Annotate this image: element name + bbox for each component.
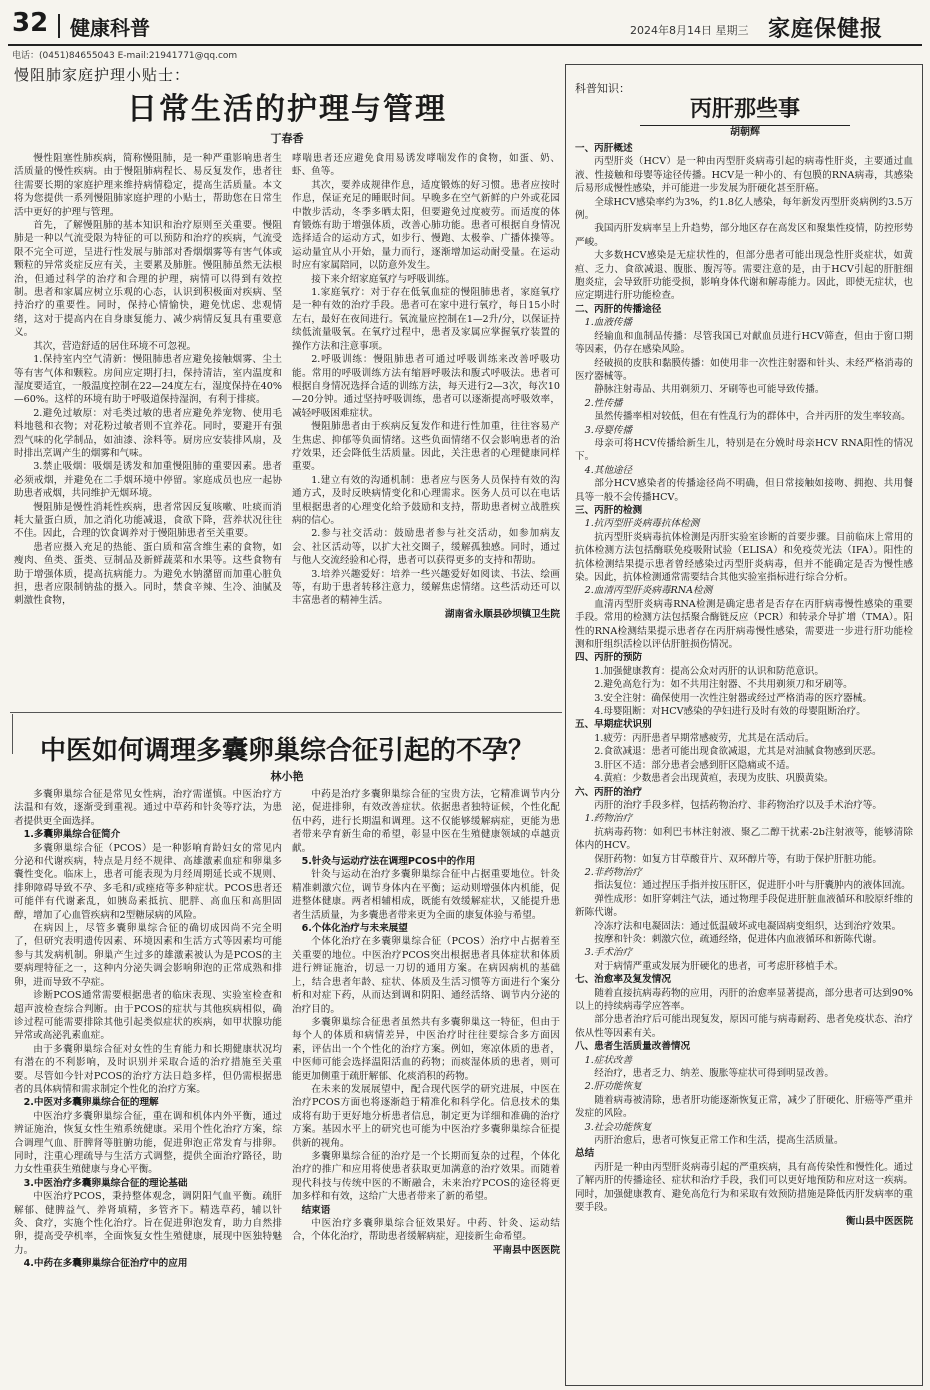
paragraph: 患者应摄入充足的热能、蛋白质和富含维生素的食物，如瘦肉、鱼类、蛋类、豆制品及新鲜蔬菜和水果等。这些食物有助于增强体质，提高抗病能力。为避免水钠潴留而加重心脏负担，患者应限制钠盐的摄入。同时，禁食辛辣、生冷、油腻及刺激性食物， [14,541,282,607]
author-affiliation: 湖南省永顺县砂坝镇卫生院 [444,608,560,620]
paragraph: 首先，了解慢阻肺的基本知识和治疗原则至关重要。慢阻肺是一种以气流受限为特征的可以预防和治疗的疾病，气流受限不完全可逆，呈进行性发展与肺部对香烟烟雾等有害气体或颗粒的异常炎症反应有关，主要累及肺脏。慢阻肺虽然无法根治，但通过科学的治疗和合理的护理，病情可以得到有效控制。患者和家属应树立乐观的心态，认识到积极面对疾病、坚持治疗的重要性。同时，保持心情愉快，避免忧虑、悲观情绪，这对于提高内在自身康复能力、减少病情反复具有重要意义。 [14,220,282,339]
paragraph: 多囊卵巢综合征是常见女性病，治疗需谨慎。中医治疗方法温和有效，逐渐受到重视。通过中草药和针灸等疗法，为患者提供更全面选择。 [14,789,282,827]
section-heading: 2.中医对多囊卵巢综合征的理解 [23,1097,159,1109]
subsection-heading: 1.药物治疗 [584,813,633,825]
paragraph: 2.避免高危行为：如不共用注射器、不共用剃须刀和牙刷等。 [594,679,853,691]
section-heading: 1.多囊卵巢综合征简介 [23,829,121,841]
section-heading: 5.针灸与运动疗法在调理PCOS中的作用 [301,856,476,868]
article3-author: 胡朝辉 [730,127,760,138]
article2-column-1 [14,788,282,1380]
paragraph: 我国丙肝发病率呈上升趋势，部分地区存在高发区和聚集性疫情，防控形势严峻。 [575,223,913,248]
article2-column-2 [292,788,560,1380]
section-heading: 一、丙肝概述 [575,143,633,154]
article1-title: 日常生活的护理与管理 [127,92,447,127]
paragraph: 部分患者治疗后可能出现复发，原因可能与病毒耐药、患者免疫状态、治疗依从性等因素有关。 [575,1014,913,1039]
subsection-heading: 1.抗丙型肝炎病毒抗体检测 [584,518,700,530]
paragraph: 2.避免过敏原：对毛类过敏的患者应避免养宠物、使用毛料地毯和衣物；对花粉过敏者则不宜养花。同时，要避开有强烈气味的化学制品，如油漆、涂料等。厨房应安装排风扇，及时排出烹调产生的烟雾和气味。 [14,407,282,459]
paragraph: 全球HCV感染率约为3%，约1.8亿人感染，每年新发丙型肝炎病例约3.5万例。 [575,196,913,222]
section-heading: 八、患者生活质量改善情况 [575,1041,691,1053]
paragraph: 1.疲劳：丙肝患者早期常感疲劳，尤其是在活动后。 [594,732,815,744]
paragraph: 部分HCV感染者的传播途径尚不明确，但日常接触如接吻、拥抱、共用餐具等一般不会传播HCV。 [575,478,913,503]
paragraph: 1.建立有效的沟通机制：患者应与医务人员保持有效的沟通方式，及时反映病情变化和心理需求。医务人员可以在电话里根据患者的心理变化给予鼓励和支持，帮助患者树立战胜疾病的信心。 [292,474,560,526]
paragraph: 弹性成形：如肝穿刺注气法，通过物理手段促进肝脏血液循环和胶原纤维的新陈代谢。 [575,893,913,919]
paragraph: 母亲可将HCV传播给新生儿，特别是在分娩时母亲HCV RNA阳性的情况下。 [575,437,913,463]
paragraph: 在病因上，尽管多囊卵巢综合征的确切成因尚不完全明了，但研究表明遗传因素、环境因素和生活方式等因素均可能参与其发病机制。卵巢产生过多的雄激素被认为是PCOS的主要病理特征之一，这种内分泌失调会影响卵泡的正常成熟和排卵，进而导致不孕症。 [14,923,282,988]
paragraph: 其次，要养成规律作息，适度锻炼的好习惯。患者应按时作息，保证充足的睡眠时间。早晚多在空气新鲜的户外或花园中散步活动，冬季多晒太阳，但要避免过度疲劳。而适度的体育锻炼有助于增强体质，改善心肺功能。患者可根据自身情况选择适合的运动方式，如步行、慢跑、太极拳、广播体操等。运动量宜从小开始，量力而行，逐渐增加运动耐受量。在运动时应有家属陪同，以防意外发生。 [292,179,560,272]
paragraph: 个体化治疗在多囊卵巢综合征（PCOS）治疗中占据着至关重要的地位。中医治疗PCOS突出根据患者具体症状和体质进行辨证施治，切忌一刀切的通用方案。在病因病机的基础上，结合患者年龄、症状、体质及生活习惯等方面进行个案分析和对症下药，从而达到调和阴阳、通经活络、调节内分泌的治疗目的。 [292,936,560,1015]
article2-title: 中医如何调理多囊卵巢综合征引起的不孕？ [39,736,534,766]
article2-divider [10,712,562,713]
section-heading: 四、丙肝的预防 [575,652,643,664]
paragraph: 慢阻肺患者由于疾病反复发作和进行性加重，往往容易产生焦虑、抑郁等负面情绪。这些负面情绪不仅会影响患者的治疗效果，还会降低生活质量。因此，关注患者的心理健康同样重要。 [292,421,560,473]
paragraph: 多囊卵巢综合征患者虽然共有多囊卵巢这一特征，但由于每个人的体质和病情差异，中医治疗时往往要综合多方面因素，评估出一个个性化的治疗方案。例如，寒凉体质的患者，中医师可能会选择温阳活血的药物；而痰湿体质的患者，则可能更加侧重于疏肝解郁、化痰消积的药物。 [292,1016,560,1082]
paragraph: 按摩和针灸：刺激穴位，疏通经络，促进体内血液循环和新陈代谢。 [594,933,882,945]
paragraph: 由于多囊卵巢综合征对女性的生育能力和长期健康状况均有潜在的不利影响，及时识别并采取合适的治疗措施至关重要。尽管如今针对PCOS的治疗方法日趋多样，但仍需根据患者的具体病情和需求制定个性化的治疗方案。 [14,1043,282,1095]
subsection-heading: 3.母婴传播 [584,424,633,436]
paragraph: 2.参与社交活动：鼓励患者参与社交活动，如参加病友会、社区活动等，以扩大社交圈子，缓解孤独感。同时，通过与他人交流经验和心得，患者可以获得更多的支持和帮助。 [292,528,560,567]
paragraph: 2.食欲减退：患者可能出现食欲减退，尤其是对油腻食物感到厌恶。 [594,746,882,758]
paragraph: 虽然传播率相对较低，但在有性乱行为的群体中，合并丙肝的发生率较高。 [594,411,911,423]
section-heading: 总结 [575,1148,595,1160]
section-heading: 6.个体化治疗与未来展望 [301,923,408,935]
paragraph: 经输血和血制品传播：尽管我国已对献血员进行HCV筛查，但由于窗口期等因素，仍存在感染风险。 [575,330,913,356]
contact-line: 电话：(0451)84655043 E-mail:21941771@qq.com [12,51,238,61]
subsection-heading: 1.症状改善 [584,1054,633,1066]
paragraph: 接下来介绍家庭氧疗与呼吸训练。 [311,273,456,285]
paragraph: 多囊卵巢综合征（PCOS）是一种影响育龄妇女的常见内分泌和代谢疾病，特点是月经不规律、高雄激素血症和卵巢多囊性变化。临床上，患者可能表现为月经周期延长或不规则、排卵障碍导致不孕、多毛和/或痤疮等多种症状。PCOS患者还可能伴有代谢紊乱，如胰岛素抵抗、肥胖、高血压和高胆固醇，增加了心血管疾病和2型糖尿病的风险。 [14,842,282,921]
paragraph: 中医治疗多囊卵巢综合征效果好。中药、针灸、运动结合，个体化治疗，帮助患者缓解病症，迎接新生命希望。 [292,1218,560,1243]
section-heading: 七、治愈率及复发情况 [575,974,671,986]
article1-subtitle: 慢阻肺家庭护理小贴士： [14,66,191,84]
paragraph: 抗丙型肝炎病毒抗体检测是丙肝实验室诊断的首要步骤。目前临床上常用的抗体检测方法包括酶联免疫吸附试验（ELISA）和免疫荧光法（IFA）。阳性的抗体检测结果提示患者曾经感染过丙型肝炎病毒，但并不能确定是否为慢性感染。因此，抗体检测通常需要结合其他实验室指标进行综合分析。 [575,531,913,583]
subsection-heading: 4.其他途径 [584,464,633,476]
paragraph: 1.加强健康教育：提高公众对丙肝的认识和防范意识。 [594,665,824,677]
section-heading: 五、早期症状识别 [575,719,652,731]
subsection-heading: 1.血液传播 [584,317,633,329]
paragraph: 其次，营造舒适的居住环境不可忽视。 [33,340,197,352]
article3-label: 科普知识： [575,82,630,95]
subsection-heading: 3.社会功能恢复 [584,1121,652,1133]
paragraph: 1.保持室内空气清新：慢阻肺患者应避免接触烟雾、尘土等有害气体和颗粒。房间应定期打扫，保持清洁，室内温度和湿度要适宜，一般温度控制在22—24度左右，湿度保持在40%—60%。这样的环境有助于呼吸道保持湿润，有利于排痰。 [14,354,282,406]
article3-body [575,142,913,1378]
paragraph: 随着病毒被清除，患者肝功能逐渐恢复正常，减少了肝硬化、肝癌等严重并发症的风险。 [575,1094,913,1120]
paragraph: 3.肝区不适：部分患者会感到肝区隐痛或不适。 [594,759,796,771]
section-heading: 3.中医治疗多囊卵巢综合征的理论基础 [23,1177,188,1189]
paragraph: 经治疗，患者乏力、纳差、腹胀等症状可得到明显改善。 [594,1068,835,1080]
article1-column-1 [14,152,282,708]
section-heading: 二、丙肝的传播途径 [575,303,662,315]
paragraph: 中药是治疗多囊卵巢综合征的宝贵方法，它精准调节内分泌，促进排卵，有效改善症状。依据患者独特证候，个性化配伍中药，进行长期温和调理。这不仅能够缓解病症，更能为患者带来孕育新生命的希望，彰显中医在生殖健康领域的卓越贡献。 [292,789,560,854]
masthead [8,6,922,46]
paragraph: 血清丙型肝炎病毒RNA检测是确定患者是否存在丙肝病毒慢性感染的重要手段。常用的检测方法包括聚合酶链反应（PCR）和转录介导扩增（TMA）。阳性的RNA检测结果提示患者存在丙肝病毒慢性感染，需要进一步进行肝功能检测和肝组织活检以评估肝脏损伤情况。 [575,598,913,651]
paragraph: 3.禁止吸烟：吸烟是诱发和加重慢阻肺的重要因素。患者必须戒烟，并避免在二手烟环境中停留。家庭成员也应一起协助患者戒烟，共同维护无烟环境。 [14,461,282,500]
paragraph: 丙肝是一种由丙型肝炎病毒引起的严重疾病，具有高传染性和慢性化。通过了解丙肝的传播途径、症状和治疗手段，我们可以更好地预防和应对这一疾病。同时，加强健康教育、避免高危行为和采取有效预防措施是降低丙肝发病率的重要手段。 [575,1161,913,1214]
article1-author: 丁春香 [270,132,304,145]
section-heading: 六、丙肝的治疗 [575,786,643,798]
paragraph: 丙肝治愈后，患者可恢复正常工作和生活，提高生活质量。 [594,1135,844,1147]
paragraph: 指法复位：通过捏压手指并按压肝区，促进肝小叶与肝囊肿内的液体回流。 [594,880,911,892]
section-heading: 结束语 [301,1204,331,1216]
paragraph: 哮喘患者还应避免食用易诱发哮喘发作的食物，如蛋、奶、虾、鱼等。 [292,153,560,178]
paragraph: 4.黄疸：少数患者会出现黄疸，表现为皮肤、巩膜黄染。 [594,773,834,785]
page-number: 32 [12,8,49,38]
masthead-divider [58,14,60,38]
paragraph: 保肝药物：如复方甘草酸苷片、双环醇片等，有助于保护肝脏功能。 [594,853,882,865]
article2-author: 林小艳 [270,770,304,783]
paragraph: 2.呼吸训练：慢阻肺患者可通过呼吸训练来改善呼吸功能。常用的呼吸训练方法有缩唇呼吸法和腹式呼吸法。患者可根据自身情况选择合适的训练方法，每天进行2—3次，每次10—20分钟。通过坚持呼吸训练，患者可以逐渐提高呼吸效率，减轻呼吸困难症状。 [292,354,560,419]
paragraph: 慢阻肺是慢性消耗性疾病，患者常因反复咳嗽、吐痰而消耗大量蛋白质，加之消化功能减退，食欲下降，营养状况往往不佳。因此，合理的饮食调养对于慢阻肺患者至关重要。 [14,501,282,540]
article3-title: 丙肝那些事 [640,92,850,126]
author-affiliation: 衡山县中医医院 [845,1215,913,1227]
section-heading: 三、丙肝的检测 [575,504,643,516]
subsection-heading: 2.性传播 [584,397,623,409]
subsection-heading: 2.血清丙型肝炎病毒RNA检测 [584,585,713,597]
paragraph: 经破损的皮肤和黏膜传播：如使用非一次性注射器和针头、未经严格消毒的医疗器械等。 [575,357,913,382]
paragraph: 中医治疗PCOS，秉持整体观念，调阴阳气血平衡。疏肝解郁、健脾益气、养肾填精，多管齐下。精选草药，辅以针灸、食疗，实施个性化治疗。旨在促进卵泡发育，助力自然排卵，提高受孕机率，全面恢复女性生殖健康，展现中医独特魅力。 [14,1191,282,1256]
paragraph: 中医治疗多囊卵巢综合征，重在调和机体内外平衡，通过辨证施治，恢复女性生殖系统健康。采用个性化治疗方案，综合调理气血、肝脾肾等脏腑功能，促进卵泡正常发育与排卵。同时，注重心理疏导与生活方式调整，提供全面治疗路径，助力女性重获生殖健康与身心平衡。 [14,1110,282,1176]
paragraph: 丙型肝炎（HCV）是一种由丙型肝炎病毒引起的病毒性肝炎，主要通过血液、性接触和母婴等途径传播。HCV是一种小的、有包膜的RNA病毒，其感染后易形成慢性感染，并可能进一步发展为肝硬化甚至肝癌。 [575,156,913,195]
paragraph: 丙肝的治疗手段多样，包括药物治疗、非药物治疗以及手术治疗等。 [594,799,882,811]
paragraph: 针灸与运动在治疗多囊卵巢综合征中占据重要地位。针灸精准刺激穴位，调节身体内在平衡；运动则增强体内机能，促进整体健康。两者相辅相成，既能有效缓解症状，又能提升患者生活质量，为多囊患者带来更为全面的康复体验与希望。 [292,869,560,921]
section-name: 健康科普 [70,16,150,40]
paragraph: 诊断PCOS通常需要根据患者的临床表现、实验室检查和超声波检查综合判断。由于PCOS的症状与其他疾病相似，确诊过程可能需要排除其他引起类似症状的疾病，如甲状腺功能异常或高泌乳素血症。 [14,990,282,1042]
paragraph: 多囊卵巢综合征的治疗是一个长期而复杂的过程，个体化治疗的推广和应用将使患者获取更加满意的治疗效果。而随着现代科技与传统中医的不断融合，未来治疗PCOS的途径将更加多样和有效，这给广大患者带来了新的希望。 [292,1150,560,1203]
paragraph: 1.家庭氧疗：对于存在低氧血症的慢阻肺患者，家庭氧疗是一种有效的治疗手段。患者可在家中进行氧疗，每日15小时左右，最好在夜间进行。氧流量应控制在1—2升/分，以保证持续低流量吸氧。在氧疗过程中，患者及家属应掌握氧疗装置的操作方法和注意事项。 [292,287,560,352]
paragraph: 3.安全注射：确保使用一次性注射器或经过严格消毒的医疗器械。 [594,692,872,704]
article2-frame-line [12,714,13,754]
paragraph: 在未来的发展展望中，配合现代医学的研究进展，中医在治疗PCOS方面也将逐渐趋于精准化和科学化。信息技术的集成将有助于更好地分析患者信息，制定更为详细和准确的治疗方案。基因水平上的研究也可能为中医治疗多囊卵巢综合征提供新的视角。 [292,1083,560,1149]
paragraph: 慢性阻塞性肺疾病，简称慢阻肺，是一种严重影响患者生活质量的慢性疾病。由于慢阻肺病程长、易反复发作，患者往往需要长期的家庭护理来维持病情稳定，提高生活质量。本文将为您提供一系列慢阻肺家庭护理的小贴士，帮助您在日常生活中更好的护理与管理。 [14,153,282,218]
paragraph: 冷冻疗法和电凝固法：通过低温破坏或电凝固病变组织，达到治疗效果。 [594,920,902,932]
author-affiliation: 平南县中医医院 [492,1244,560,1256]
paragraph: 静脉注射毒品、共用剃须刀、牙刷等也可能导致传播。 [594,384,825,396]
paragraph: 随着直接抗病毒药物的应用，丙肝的治愈率显著提高，部分患者可达到90%以上的持续病毒学应答率。 [575,987,913,1012]
subsection-heading: 2.非药物治疗 [584,866,642,878]
section-heading: 4.中药在多囊卵巢综合征治疗中的应用 [23,1258,188,1270]
issue-date: 2024年8月14日 星期三 [630,24,749,37]
paragraph: 3.培养兴趣爱好：培养一些兴趣爱好如阅读、书法、绘画等，有助于患者转移注意力，缓解焦虑情绪。这些活动还可以丰富患者的精神生活。 [292,568,560,607]
subsection-heading: 2.肝功能恢复 [584,1081,642,1093]
paragraph: 抗病毒药物：如利巴韦林注射液、聚乙二醇干扰素-2b注射液等，能够清除体内的HCV。 [575,826,913,852]
paragraph: 大多数HCV感染是无症状性的，但部分患者可能出现急性肝炎症状，如黄疸、乏力、食欲减退、腹胀、腹泻等。需要注意的是，由于HCV引起的肝脏细胞炎症，会导致肝功能受损，影响身体代谢和解毒能力。因此，即使无症状，也应定期进行肝功能检查。 [575,250,913,302]
paragraph: 4.母婴阻断：对HCV感染的孕妇进行及时有效的母婴阻断治疗。 [594,706,866,718]
article1-column-2 [292,152,560,708]
subsection-heading: 3.手术治疗 [584,947,633,959]
paper-name: 家庭保健报 [768,16,884,42]
paragraph: 对于病情严重或发展为肝硬化的患者，可考虑肝移植手术。 [594,960,844,972]
